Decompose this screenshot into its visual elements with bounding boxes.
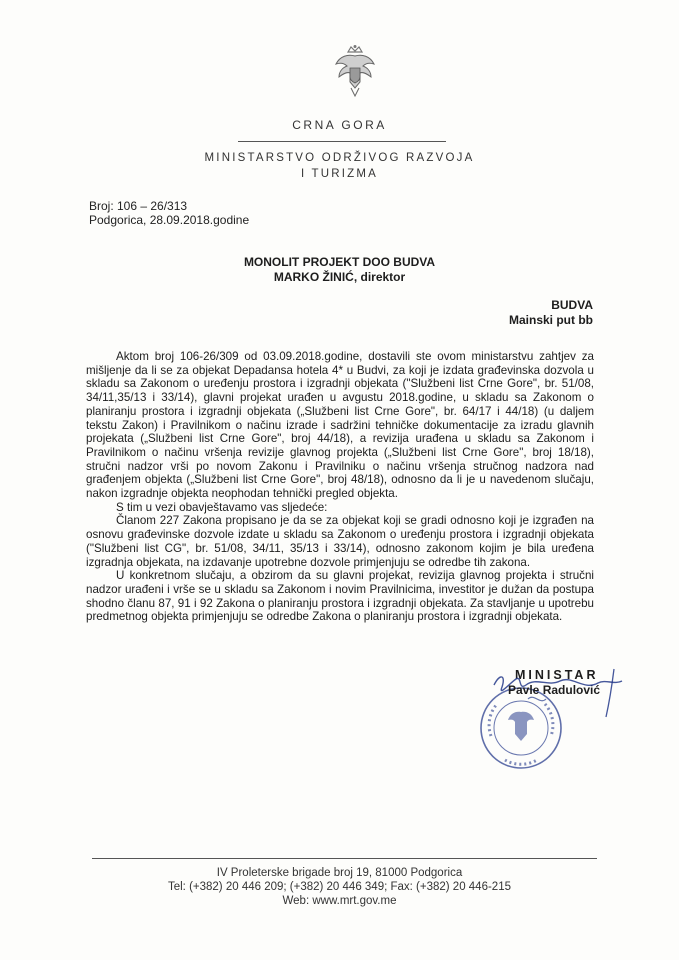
signatory-title: MINISTAR [515,668,599,682]
coat-of-arms-icon [334,44,376,98]
recipient-block [0,255,679,285]
recipient-address [509,298,593,328]
ministry-line-2: I TURIZMA [300,168,379,180]
body-paragraph-2: S tim u vezi obavještavamo vas sljedeće: [116,500,328,514]
body-paragraph-3: Članom 227 Zakona propisano je da se za objekat koji se gradi odnosno koji je izgrađen na osnovu građevinske dozvole izdate u skladu sa Zakonom o uređenju prostora i izgradnji objekata ("Službeni list CG", br. 51/08, 34/11, 35/13 i 33/14), odnosno zakonom kojim je bila uređena izgradnja objekata, na izdavanje upotrebne dozvole primjenjuju se odredbe tih zakona. [86,514,594,569]
body-paragraph-4: U konkretnom slučaju, a obzirom da su glavni projekat, revizija glavnog projekta i stručni nadzor urađeni i vrše se u skladu sa Zakonom i novim Pravilnicima, investitor je dužan da postupa shodno članu 87, 91 i 92 Zakona o planiranju prostora i izgradnji objekata. Za stavljanje u upotrebu predmetnog objekta primjenjuju se odredbe Zakona o planiranju prostora i izgradnji objekata. [86,569,594,624]
footer-divider [92,858,597,859]
recipient-company: MONOLIT PROJEKT DOO BUDVA [243,255,436,269]
country-name: CRNA GORA [292,118,387,132]
address-city: BUDVA [551,298,593,312]
recipient-person: MARKO ŽINIĆ, direktor [273,270,406,284]
handwritten-signature [488,665,628,725]
signatory-name: Pavle Radulović [508,683,601,697]
footer-web: Web: www.mrt.gov.me [282,895,397,907]
body-paragraph-1: Aktom broj 106-26/309 od 03.09.2018.godine, dostavili ste ovom ministarstvu zahtjev za mišljenje da li se za objekat Depadansa hotela 4* u Budvi, za koji je izdata građevinska dozvola u skladu sa Zakonom o uređenju prostora i izgradnji objekata ("Službeni list Crne Gore", br. 51/08, 34/11,35/13 i 33/14), glavni projekat urađen u avgustu 2018.godine, u skladu sa Zakonom o planiranju prostora i izgradnji objekata („Službeni list Crne Gore", br. 64/17 i 44/18) (u daljem tekstu Zakon) i Pravilnikom o načinu izrade i sadržini tehničke dokumentacije za izradu glavnih projekata („Službeni list Crne Gore", broj 44/18), a revizija urađena u skladu sa Zakonom i Pravilnikom o načinu vršenja revizije glavnog projekta („Službeni list Crne Gore", broj 18/18), stručni nadzor vrši po novom Zakonu i Pravilniku o načinu vršenja stručnog nadzora nad građenjem objekta („Službeni list Crne Gore", broj 48/18), odnosno da li je u navedenom slučaju, nakon izgradnje objekta neophodan tehnički pregled objekta. [86,350,594,501]
reference-date: Podgorica, 28.09.2018.godine [89,213,250,227]
header-divider [238,141,446,142]
letter-body [86,350,594,624]
footer [0,866,679,908]
address-street: Mainski put bb [509,313,593,327]
ministry-line-1: MINISTARSTVO ODRŽIVOG RAZVOJA [204,152,475,164]
reference-number: Broj: 106 – 26/313 [89,199,188,213]
footer-phones: Tel: (+382) 20 446 209; (+382) 20 446 349; Fax: (+382) 20 446-215 [167,881,511,893]
ministry-name [0,150,679,182]
footer-address: IV Proleterske brigade broj 19, 81000 Podgorica [216,867,463,879]
